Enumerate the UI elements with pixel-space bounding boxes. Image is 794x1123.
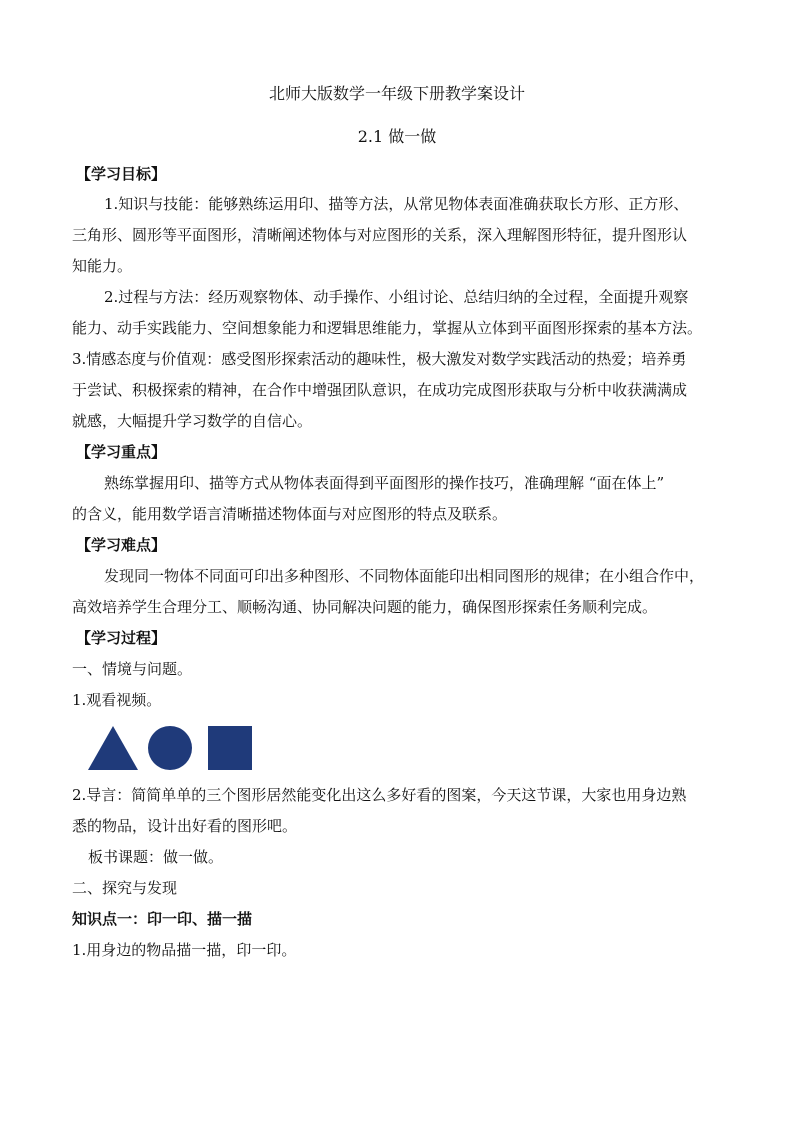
goals-heading: 【学习目标】 [76, 165, 167, 183]
step-1: 1.观看视频。 [72, 691, 162, 709]
goal-3-line-2: 于尝试、积极探索的精神，在合作中增强团队意识，在成功完成图形获取与分析中收获满满成 [72, 381, 688, 399]
goal-3-line-3: 就感，大幅提升学习数学的自信心。 [72, 412, 313, 430]
square-shape [208, 726, 252, 770]
goal-1-line-3: 知能力。 [72, 257, 133, 275]
process-heading: 【学习过程】 [76, 629, 167, 647]
document-title: 北师大版数学一年级下册教学案设计 [268, 84, 525, 103]
key-points-line-2: 的含义，能用数学语言清晰描述物体面与对应图形的特点及联系。 [72, 505, 508, 523]
shapes-figure [88, 726, 258, 770]
knowledge-point-1: 知识点一：印一印、描一描 [72, 910, 253, 928]
key-points-heading: 【学习重点】 [76, 443, 167, 461]
difficulty-line-1: 发现同一物体不同面可印出多种图形、不同物体面能印出相同图形的规律；在小组合作中， [104, 567, 705, 585]
circle-shape [148, 726, 192, 770]
key-points-line-1: 熟练掌握用印、描等方式从物体表面得到平面图形的操作技巧，准确理解 “面在体上” [104, 474, 665, 492]
step-2-line-2: 悉的物品，设计出好看的图形吧。 [72, 817, 298, 835]
goal-3-line-1: 3.情感态度与价值观：感受图形探索活动的趣味性，极大激发对数学实践活动的热爱；培养勇 [72, 350, 687, 368]
goal-2-line-1: 2.过程与方法：经历观察物体、动手操作、小组讨论、总结归纳的全过程，全面提升观察 [104, 288, 689, 306]
difficulty-heading: 【学习难点】 [76, 536, 167, 554]
part-1-heading: 一、情境与问题。 [72, 660, 193, 678]
goal-2-line-2: 能力、动手实践能力、空间想象能力和逻辑思维能力，掌握从立体到平面图形探索的基本方法。 [72, 319, 703, 337]
difficulty-line-2: 高效培养学生合理分工、顺畅沟通、协同解决问题的能力，确保图形探索任务顺利完成。 [72, 598, 658, 616]
triangle-shape [88, 726, 138, 770]
part-2-heading: 二、探究与发现 [72, 879, 178, 897]
knowledge-1-step-1: 1.用身边的物品描一描，印一印。 [72, 941, 297, 959]
goal-1-line-1: 1.知识与技能：能够熟练运用印、描等方法，从常见物体表面准确获取长方形、正方形、 [104, 195, 689, 213]
board-title: 板书课题：做一做。 [88, 848, 224, 866]
goal-1-line-2: 三角形、圆形等平面图形，清晰阐述物体与对应图形的关系，深入理解图形特征，提升图形认 [72, 226, 688, 244]
lesson-subtitle: 2.1 做一做 [357, 127, 437, 146]
step-2-line-1: 2.导言：简简单单的三个图形居然能变化出这么多好看的图案，今天这节课，大家也用身边熟 [72, 786, 687, 804]
